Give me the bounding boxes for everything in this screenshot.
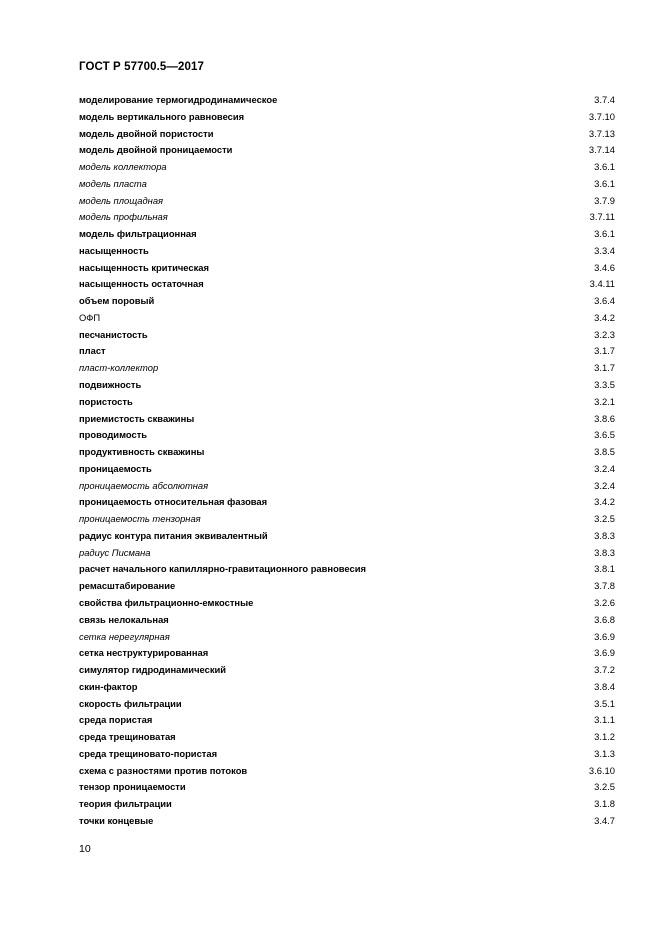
index-term: проницаемость (79, 462, 152, 474)
index-reference: 3.6.8 (594, 613, 615, 625)
index-entry (79, 813, 615, 830)
index-entry (79, 746, 615, 763)
index-reference: 3.7.10 (588, 110, 615, 122)
index-entry (79, 209, 615, 226)
index-entry (79, 360, 615, 377)
index-reference: 3.7.11 (589, 211, 615, 223)
index-reference: 3.7.13 (588, 127, 615, 139)
index-term: связь нелокальная (79, 613, 169, 625)
index-entry (79, 92, 615, 109)
index-entry (79, 763, 615, 780)
index-term: среда трещиновато-пористая (79, 747, 218, 759)
index-entry (79, 528, 615, 545)
index-reference: 3.7.8 (594, 580, 615, 592)
index-reference: 3.7.2 (594, 664, 615, 676)
index-term: теория фильтрации (79, 798, 172, 810)
index-entry (79, 779, 615, 796)
index-term: пористость (79, 395, 133, 407)
index-term: схема с разностями против потоков (79, 764, 248, 776)
index-reference: 3.6.1 (594, 161, 615, 173)
index-reference: 3.6.1 (594, 228, 615, 240)
index-term: ремасштабирование (79, 580, 176, 592)
index-reference: 3.6.5 (594, 429, 615, 441)
index-entry (79, 444, 615, 461)
index-term: пласт-коллектор (79, 362, 159, 374)
index-reference: 3.2.6 (594, 596, 615, 608)
index-reference: 3.2.5 (594, 513, 615, 525)
index-entry (79, 411, 615, 428)
index-entry (79, 494, 615, 511)
document-header: ГОСТ Р 57700.5—2017 (79, 61, 204, 73)
index-reference: 3.8.1 (594, 563, 615, 575)
index-term: симулятор гидродинамический (79, 664, 227, 676)
index-entry (79, 126, 615, 143)
index-entry (79, 276, 615, 293)
index-entry (79, 595, 615, 612)
index-reference: 3.6.4 (594, 295, 615, 307)
index-reference: 3.2.3 (594, 328, 615, 340)
index-entry (79, 729, 615, 746)
index-reference: 3.7.4 (594, 94, 615, 105)
index-entry (79, 461, 615, 478)
index-term: проницаемость относительная фазовая (79, 496, 268, 508)
index-term: продуктивность скважины (79, 446, 205, 458)
index-reference: 3.7.14 (588, 144, 615, 156)
index-term: ОФП (79, 311, 101, 323)
index-term: модель фильтрационная (79, 228, 197, 240)
index-entry (79, 612, 615, 629)
index-reference: 3.4.7 (594, 814, 615, 826)
index-reference: 3.7.9 (594, 194, 615, 206)
index-term: сетка нерегулярная (79, 630, 170, 642)
index-entry (79, 645, 615, 662)
index-entry (79, 109, 615, 126)
index-reference: 3.4.6 (594, 261, 615, 273)
index-reference: 3.6.10 (588, 764, 615, 776)
index-term: насыщенность остаточная (79, 278, 204, 290)
index-term: проводимость (79, 429, 148, 441)
index-entry (79, 712, 615, 729)
index-reference: 3.1.1 (594, 714, 615, 726)
index-reference: 3.6.9 (594, 647, 615, 659)
index-reference: 3.2.5 (594, 781, 615, 793)
index-term: приемистость скважины (79, 412, 195, 424)
index-entry (79, 243, 615, 260)
index-entry (79, 159, 615, 176)
index-term: среда трещиноватая (79, 731, 176, 743)
index-entry (79, 561, 615, 578)
index-reference: 3.3.4 (594, 244, 615, 256)
index-entry (79, 260, 615, 277)
alphabetical-term-index (79, 92, 615, 830)
index-term: расчет начального капиллярно-гравитационного равновесия (79, 563, 366, 575)
index-reference: 3.2.1 (594, 395, 615, 407)
index-reference: 3.6.1 (594, 177, 615, 189)
index-entry (79, 662, 615, 679)
index-entry (79, 679, 615, 696)
index-term: сетка неструктурированная (79, 647, 209, 659)
index-term: объем поровый (79, 295, 155, 307)
index-term: радиус контура питания эквивалентный (79, 529, 268, 541)
index-term: пласт (79, 345, 106, 357)
index-reference: 3.8.3 (594, 529, 615, 541)
index-term: модель коллектора (79, 161, 167, 173)
index-reference: 3.6.9 (594, 630, 615, 642)
index-term: модель пласта (79, 177, 147, 189)
index-entry (79, 293, 615, 310)
index-entry (79, 327, 615, 344)
index-reference: 3.5.1 (594, 697, 615, 709)
index-entry (79, 176, 615, 193)
index-reference: 3.1.2 (594, 731, 615, 743)
index-entry (79, 226, 615, 243)
index-term: модель площадная (79, 194, 164, 206)
index-term: точки концевые (79, 814, 154, 826)
index-entry (79, 310, 615, 327)
index-reference: 3.1.3 (594, 747, 615, 759)
index-entry (79, 696, 615, 713)
index-term: насыщенность (79, 244, 149, 256)
index-term: модель вертикального равновесия (79, 110, 245, 122)
index-term: радиус Писмана (79, 546, 151, 558)
index-term: модель профильная (79, 211, 168, 223)
index-reference: 3.8.3 (594, 546, 615, 558)
index-entry (79, 377, 615, 394)
index-reference: 3.2.4 (594, 479, 615, 491)
index-entry (79, 343, 615, 360)
index-entry (79, 629, 615, 646)
index-entry (79, 545, 615, 562)
index-entry (79, 478, 615, 495)
index-term: подвижность (79, 379, 142, 391)
index-entry (79, 427, 615, 444)
index-reference: 3.8.6 (594, 412, 615, 424)
index-term: скорость фильтрации (79, 697, 182, 709)
index-term: проницаемость тензорная (79, 513, 201, 525)
index-term: модель двойной пористости (79, 127, 214, 139)
index-entry (79, 796, 615, 813)
index-reference: 3.1.7 (594, 362, 615, 374)
index-entry (79, 511, 615, 528)
index-entry (79, 394, 615, 411)
index-entry (79, 578, 615, 595)
index-term: среда пористая (79, 714, 153, 726)
index-reference: 3.2.4 (594, 462, 615, 474)
index-reference: 3.4.2 (594, 311, 615, 323)
index-reference: 3.8.5 (594, 446, 615, 458)
index-entry (79, 193, 615, 210)
index-reference: 3.3.5 (594, 379, 615, 391)
index-reference: 3.1.8 (594, 798, 615, 810)
page-number: 10 (79, 843, 91, 855)
index-term: свойства фильтрационно-емкостные (79, 596, 254, 608)
index-term: проницаемость абсолютная (79, 479, 209, 491)
index-reference: 3.8.4 (594, 680, 615, 692)
index-reference: 3.4.11 (589, 278, 615, 290)
index-entry (79, 142, 615, 159)
index-term: модель двойной проницаемости (79, 144, 233, 156)
index-term: песчанистость (79, 328, 148, 340)
index-term: скин-фактор (79, 680, 138, 692)
index-reference: 3.1.7 (594, 345, 615, 357)
index-term: моделирование термогидродинамическое (79, 94, 278, 105)
index-reference: 3.4.2 (594, 496, 615, 508)
index-term: насыщенность критическая (79, 261, 209, 273)
index-term: тензор проницаемости (79, 781, 186, 793)
